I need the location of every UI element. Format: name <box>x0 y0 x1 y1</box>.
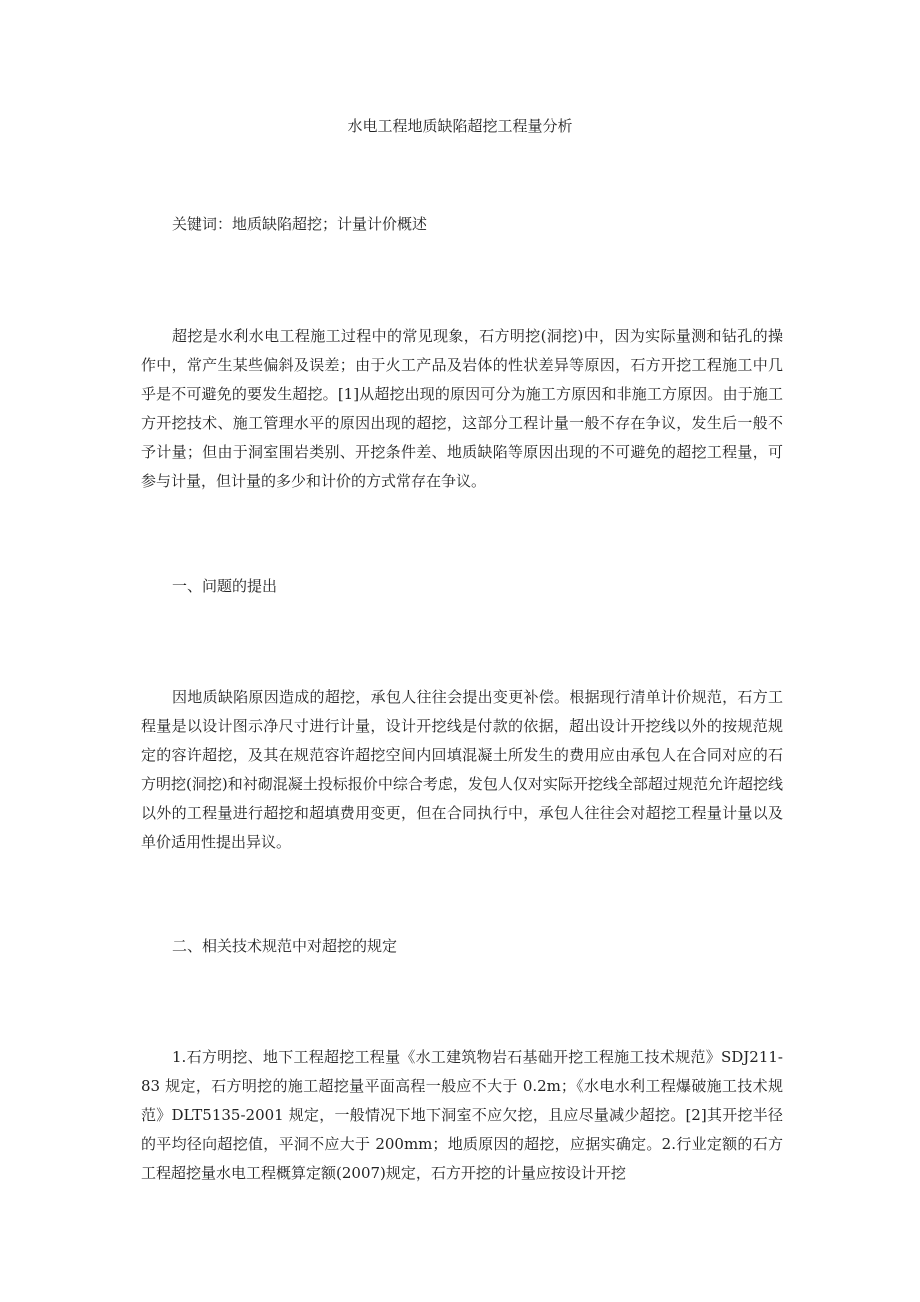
section-heading-1: 一、问题的提出 <box>172 577 278 595</box>
document-title: 水电工程地质缺陷超挖工程量分析 <box>347 117 573 135</box>
keywords-line: 关键词：地质缺陷超挖；计量计价概述 <box>172 215 428 233</box>
section-heading-2: 二、相关技术规范中对超挖的规定 <box>172 937 398 955</box>
paragraph-intro: 超挖是水利水电工程施工过程中的常见现象，石方明挖(洞挖)中，因为实际量测和钻孔的操作中，常产生某些偏斜及误差；由于火工产品及岩体的性状差异等原因，石方开挖工程施工中几乎是不可避免的要发生超挖。[1]从超挖出现的原因可分为施工方原因和非施工方原因。由于施工方开挖技术、施工管理水平的原因出现的超挖，这部分工程计量一般不存在争议，发生后一般不予计量；但由于洞室围岩类别、开挖条件差、地质缺陷等原因出现的不可避免的超挖工程量，可参与计量，但计量的多少和计价的方式常存在争议。 <box>141 327 783 490</box>
paragraph-specifications: 1.石方明挖、地下工程超挖工程量《水工建筑物岩石基础开挖工程施工技术规范》SDJ211-83 规定，石方明挖的施工超挖量平面高程一般应不大于 0.2m；《水电水利工程爆破施工技术规范》DLT5135-2001 规定，一般情况下地下洞室不应欠挖，且应尽量减少超挖。[2]其开挖半径的平均径向超挖值，平洞不应大于 200mm；地质原因的超挖，应据实确定。2.行业定额的石方工程超挖量水电工程概算定额(2007)规定，石方开挖的计量应按设计开挖 <box>141 1048 783 1182</box>
paragraph-problem: 因地质缺陷原因造成的超挖，承包人往往会提出变更补偿。根据现行清单计价规范，石方工程量是以设计图示净尺寸进行计量，设计开挖线是付款的依据，超出设计开挖线以外的按规范规定的容许超挖，及其在规范容许超挖空间内回填混凝土所发生的费用应由承包人在合同对应的石方明挖(洞挖)和衬砌混凝土投标报价中综合考虑，发包人仅对实际开挖线全部超过规范允许超挖线以外的工程量进行超挖和超填费用变更，但在合同执行中，承包人往往会对超挖工程量计量以及单价适用性提出异议。 <box>141 688 783 851</box>
